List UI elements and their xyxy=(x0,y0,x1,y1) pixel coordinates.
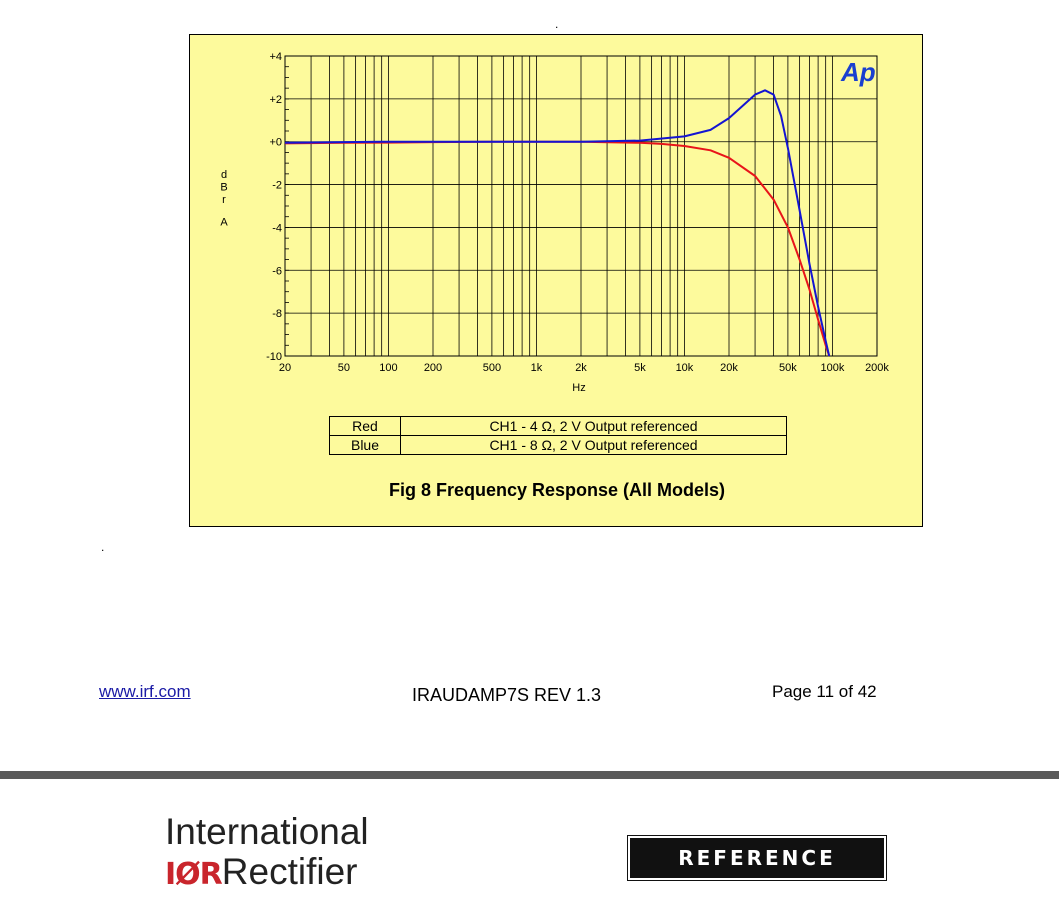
legend-key: Red xyxy=(330,417,401,436)
legend-description: CH1 - 4 Ω, 2 V Output referenced xyxy=(401,417,787,436)
y-tick-label: +4 xyxy=(269,51,282,63)
legend-key: Blue xyxy=(330,436,401,455)
series-line-red xyxy=(285,142,829,356)
ap-logo: Ap xyxy=(841,57,876,87)
x-axis-label: Hz xyxy=(572,382,586,394)
footer-divider xyxy=(0,771,1059,779)
y-tick-label: +2 xyxy=(269,93,282,106)
legend-row xyxy=(330,417,787,436)
x-tick-label: 100 xyxy=(379,362,398,374)
figure-caption: Fig 8 Frequency Response (All Models) xyxy=(388,480,726,500)
below-figure-mark: . xyxy=(101,540,105,554)
x-tick-label: 2k xyxy=(575,362,587,374)
y-tick-label: -8 xyxy=(272,308,282,321)
document-id: IRAUDAMP7S REV 1.3 xyxy=(412,685,602,705)
page-number: Page 11 of 42 xyxy=(772,682,877,701)
logo-word-rectifier: Rectifier xyxy=(221,851,358,892)
y-axis-label: d B r A xyxy=(220,169,228,229)
figure-frame xyxy=(189,34,923,527)
top-mark: . xyxy=(555,17,559,31)
x-tick-label: 5k xyxy=(634,362,646,374)
x-tick-label: 20k xyxy=(720,362,738,374)
x-tick-label: 50k xyxy=(779,362,797,374)
y-tick-label: -6 xyxy=(272,265,282,278)
y-tick-label: -10 xyxy=(266,351,282,363)
legend-description: CH1 - 8 Ω, 2 V Output referenced xyxy=(401,436,787,455)
x-tick-label: 20 xyxy=(278,362,292,374)
x-tick-label: 10k xyxy=(675,362,694,374)
x-tick-label: 200 xyxy=(423,362,443,374)
legend-table xyxy=(329,416,787,455)
legend-row xyxy=(330,436,787,455)
website-link[interactable]: www.irf.com xyxy=(99,682,191,701)
series-line-blue xyxy=(285,90,829,356)
y-tick-label: -2 xyxy=(272,179,282,192)
international-rectifier-logo xyxy=(165,812,375,892)
y-tick-label: +0 xyxy=(269,136,282,149)
x-tick-label: 1k xyxy=(530,362,543,374)
y-tick-label: -4 xyxy=(272,222,282,235)
x-tick-label: 200k xyxy=(865,362,889,374)
logo-line-international: International xyxy=(165,811,369,852)
x-tick-label: 100k xyxy=(820,362,845,374)
reference-design-badge: REFERENCE DESIGN xyxy=(628,836,886,880)
ior-logo-mark: IØR xyxy=(165,857,222,892)
x-tick-label: 50 xyxy=(337,362,351,374)
logo-line-rectifier xyxy=(165,852,357,900)
x-tick-label: 500 xyxy=(482,362,502,374)
